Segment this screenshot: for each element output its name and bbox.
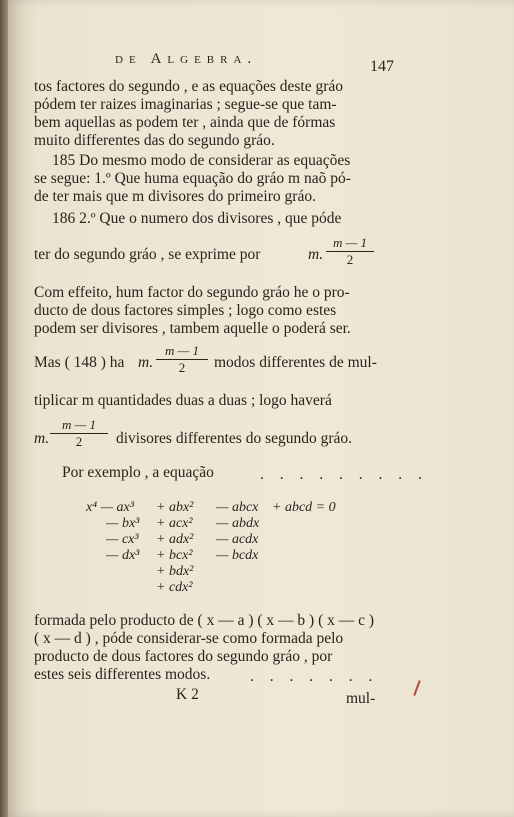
fraction-denominator: 2 bbox=[178, 360, 186, 375]
fraction-denominator: 2 bbox=[75, 434, 83, 449]
text-line: podem ser divisores , tambem aquelle o poderá ser. bbox=[34, 320, 351, 337]
text-line: Mas ( 148 ) ha bbox=[34, 354, 125, 371]
book-page bbox=[8, 0, 514, 817]
text-line: formada pelo producto de ( x — a ) ( x — b ) ( x — c ) bbox=[34, 612, 375, 629]
equation-term: — abcx bbox=[216, 500, 259, 515]
equation-term: + bcx² bbox=[156, 548, 193, 563]
fraction-prefix: m. bbox=[138, 354, 154, 371]
equation-term: + acx² bbox=[156, 516, 193, 531]
text-line: pódem ter raizes imaginarias ; segue-se que tam- bbox=[34, 96, 337, 113]
text-line: ter do segundo gráo , se exprime por bbox=[34, 246, 261, 263]
pencil-mark bbox=[413, 680, 420, 696]
equation-term: + abx² bbox=[156, 500, 194, 515]
equation-term: — cx³ bbox=[106, 532, 139, 547]
equation-term: + cdx² bbox=[156, 580, 193, 595]
text-line: tos factores do segundo , e as equações deste gráo bbox=[34, 78, 344, 95]
leader-dots: . . . . . . . bbox=[250, 668, 379, 685]
equation-term: — dx³ bbox=[106, 548, 140, 563]
fraction-numerator: m — 1 bbox=[165, 343, 199, 358]
equation-col1 bbox=[86, 500, 139, 564]
text-line: tiplicar m quantidades duas a duas ; logo haverá bbox=[34, 392, 332, 409]
text-line: bem aquellas as podem ter , ainda que de fórmas bbox=[34, 114, 336, 131]
text-line: 186 2.º Que o numero dos divisores , que póde bbox=[52, 210, 342, 227]
equation-term: + adx² bbox=[156, 532, 194, 547]
text-line: de ter mais que m divisores do primeiro gráo. bbox=[34, 188, 316, 205]
book-gutter bbox=[0, 0, 8, 817]
text-line: Por exemplo , a equação bbox=[62, 464, 214, 481]
fraction-numerator: m — 1 bbox=[62, 417, 96, 432]
fraction-prefix: m. bbox=[34, 430, 50, 447]
equation-term: + bdx² bbox=[156, 564, 194, 579]
fraction bbox=[156, 344, 208, 375]
fraction bbox=[326, 236, 374, 267]
fraction-denominator: 2 bbox=[346, 252, 354, 267]
equation-col3 bbox=[216, 500, 259, 564]
fraction-numerator: m — 1 bbox=[333, 235, 367, 250]
equation-term: — acdx bbox=[216, 532, 259, 547]
equation-term: — abdx bbox=[216, 516, 260, 531]
text-line: ( x — d ) , póde considerar-se como formada pelo bbox=[34, 630, 344, 647]
page-number: 147 bbox=[370, 58, 394, 75]
equation-term: — bx³ bbox=[106, 516, 140, 531]
text-line: ducto de dous factores simples ; logo como estes bbox=[34, 302, 337, 319]
text-line: se segue: 1.º Que huma equação do gráo m naõ pó- bbox=[34, 170, 351, 187]
equation-col2 bbox=[156, 500, 193, 596]
fraction bbox=[50, 418, 108, 449]
equation-term: x⁴ — ax³ bbox=[86, 500, 134, 515]
text-line: producto de dous factores do segundo gráo , por bbox=[34, 648, 333, 665]
text-line: Com effeito, hum factor do segundo gráo he o pro- bbox=[34, 284, 350, 301]
equation-col4: + abcd = 0 bbox=[272, 500, 336, 515]
signature-mark: K 2 bbox=[176, 686, 199, 703]
text-line: 185 Do mesmo modo de considerar as equações bbox=[52, 152, 351, 169]
catchword: mul- bbox=[346, 690, 376, 707]
text-line: modos differentes de mul- bbox=[214, 354, 377, 371]
text-line: muito differentes das do segundo gráo. bbox=[34, 132, 275, 149]
running-title: de Algebra. bbox=[115, 51, 258, 67]
fraction-prefix: m. bbox=[308, 246, 324, 263]
equation-term: — bcdx bbox=[216, 548, 259, 563]
text-line: estes seis differentes modos. bbox=[34, 666, 211, 683]
leader-dots: . . . . . . . . . bbox=[260, 466, 428, 483]
text-line: divisores differentes do segundo gráo. bbox=[116, 430, 353, 447]
